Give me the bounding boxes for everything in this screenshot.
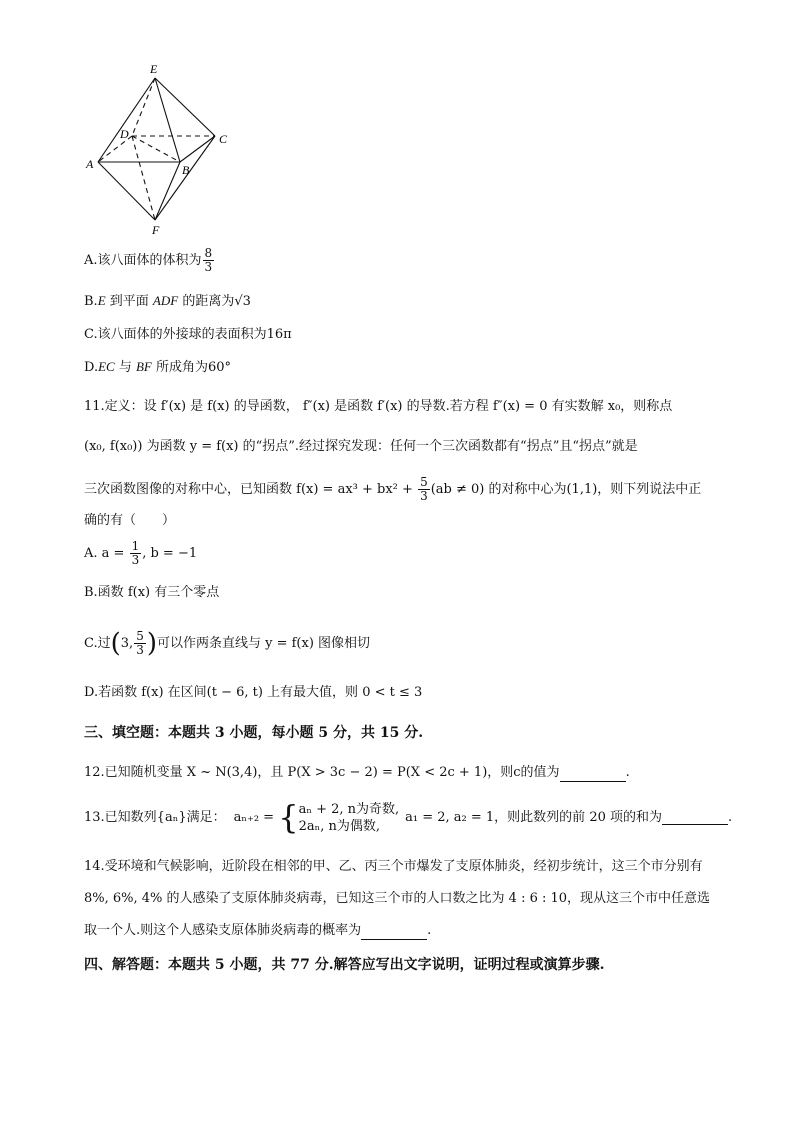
q10-option-b-prefix: B. [84, 294, 98, 309]
q10-option-a [84, 247, 215, 274]
q12 [84, 764, 630, 782]
q14-answer-blank[interactable] [361, 925, 427, 940]
q12-text: 12.已知随机变量 X ~ N(3,4)，且 P(X > 3c − 2) = P(X < 2c + 1)，则c的值为 [84, 765, 560, 780]
q10-option-b-post: 的距离为 [178, 294, 235, 309]
q13-case-2: 2aₙ, n为偶数, [298, 818, 380, 834]
vertex-label-D: D [120, 127, 129, 141]
q11-option-a-post: , b = −1 [142, 546, 198, 561]
q13-answer-blank[interactable] [662, 810, 728, 825]
q13-case-1: aₙ + 2, n为奇数, [298, 801, 400, 817]
vertex-label-F: F [152, 223, 160, 237]
q11-option-c-rparen: ) [146, 628, 157, 659]
q10-option-d-mid: 与 [114, 360, 136, 375]
q11-option-a-numerator: 1 [131, 539, 140, 553]
q11-option-b: B.函数 f(x) 有三个零点 [84, 585, 220, 600]
vertex-label-A: A [86, 157, 94, 171]
q11-option-c-fraction [134, 630, 146, 657]
q10-option-b-plane: ADF [152, 293, 179, 308]
q11-line-3-numerator: 5 [420, 475, 428, 489]
vertex-label-B: B [182, 163, 190, 177]
q13-pre: 13.已知数列{aₙ}满足： [84, 810, 226, 825]
vertex-label-C: C [219, 132, 228, 146]
q13-lhs: aₙ₊₂ = [233, 810, 279, 825]
q11-option-c-pre: C.过 [84, 636, 111, 651]
q13-cases [299, 801, 400, 835]
q13-end: . [728, 810, 733, 825]
q10-option-b-point: E [97, 293, 106, 308]
q14-line-1: 14.受环境和气候影响，近阶段在相邻的甲、乙、丙三个市爆发了支原体肺炎，经初步统计，这三个市分别有 [84, 859, 703, 874]
q11-option-a-pre: A. a = [84, 546, 129, 561]
edge-AF [98, 162, 155, 220]
q11-line-3-fraction [418, 476, 430, 503]
q10-option-a-text: A.该八面体的体积为 [84, 253, 202, 268]
q11-option-c [84, 630, 370, 657]
q11-line-2: (x₀, f(x₀)) 为函数 y = f(x) 的“拐点”.经过探究发现：任何一个三次函数都有“拐点”且“拐点”就是 [84, 439, 638, 454]
edge-BC [180, 136, 215, 162]
q11-line-3 [84, 476, 701, 503]
q11-option-d: D.若函数 f(x) 在区间(t − 6, t) 上有最大值，则 0 < t ≤ 3 [84, 685, 423, 700]
q11-line-4: 确的有（ ） [84, 513, 176, 528]
q13-brace: { [278, 798, 299, 837]
q11-line-3-pre: 三次函数图像的对称中心，已知函数 f(x) = ax³ + bx² + [84, 482, 418, 497]
q11-option-a-denominator: 3 [131, 553, 140, 567]
edge-CF [155, 136, 215, 220]
q12-end: . [625, 765, 630, 780]
q11-option-c-numerator: 5 [136, 629, 144, 643]
q14-line-3-text: 取一个人.则这个人感染支原体肺炎病毒的概率为 [84, 923, 362, 938]
q13-post: a₁ = 2, a₂ = 1，则此数列的前 20 项的和为 [405, 810, 662, 825]
vertex-label-E: E [150, 62, 158, 76]
q11-option-c-post: 可以作两条直线与 y = f(x) 图像相切 [156, 636, 371, 651]
q10-option-b [84, 292, 251, 311]
q10-option-d-bf: BF [135, 359, 152, 374]
q10-option-a-fraction [203, 247, 215, 274]
octahedron-figure [80, 58, 250, 238]
q10-option-d [84, 358, 231, 377]
q11-option-a-fraction [130, 540, 142, 567]
q10-option-d-ec: EC [98, 359, 115, 374]
edge-DF [132, 136, 155, 220]
q11-line-3-denominator: 3 [420, 489, 428, 503]
q11-option-c-lparen: ( [110, 628, 121, 659]
q11-option-a [84, 540, 197, 567]
q11-line-3-post: (ab ≠ 0) 的对称中心为(1,1)，则下列说法中正 [430, 482, 702, 497]
q10-option-a-denominator: 3 [204, 260, 213, 274]
q11-line-1: 11.定义：设 f′(x) 是 f(x) 的导函数， f″(x) 是函数 f′(x) 的导数.若方程 f″(x) = 0 有实数解 x₀，则称点 [84, 399, 673, 414]
edge-EA [98, 78, 155, 162]
q10-option-b-value: √3 [234, 294, 251, 309]
q10-option-b-mid: 到平面 [105, 294, 153, 309]
section-3-heading: 三、填空题：本题共 3 小题，每小题 5 分，共 15 分. [84, 725, 424, 741]
section-4-heading: 四、解答题：本题共 5 小题，共 77 分.解答应写出文字说明，证明过程或演算步骤. [84, 957, 605, 973]
q14-end: . [427, 923, 432, 938]
q12-answer-blank[interactable] [560, 767, 626, 782]
q11-option-c-x: 3, [120, 636, 134, 651]
q10-option-c: C.该八面体的外接球的表面积为16π [84, 327, 292, 342]
q13 [84, 798, 732, 838]
edge-DB [132, 136, 180, 162]
q14-line-2: 8%, 6%, 4% 的人感染了支原体肺炎病毒，已知这三个市的人口数之比为 4 : 6 : 10，现从这三个市中任意选 [84, 891, 711, 906]
q10-option-d-post: 所成角为60° [151, 360, 232, 375]
q11-option-c-denominator: 3 [136, 643, 144, 657]
q10-option-a-numerator: 8 [204, 246, 213, 260]
q14-line-3 [84, 922, 431, 940]
q10-option-d-prefix: D. [84, 360, 99, 375]
